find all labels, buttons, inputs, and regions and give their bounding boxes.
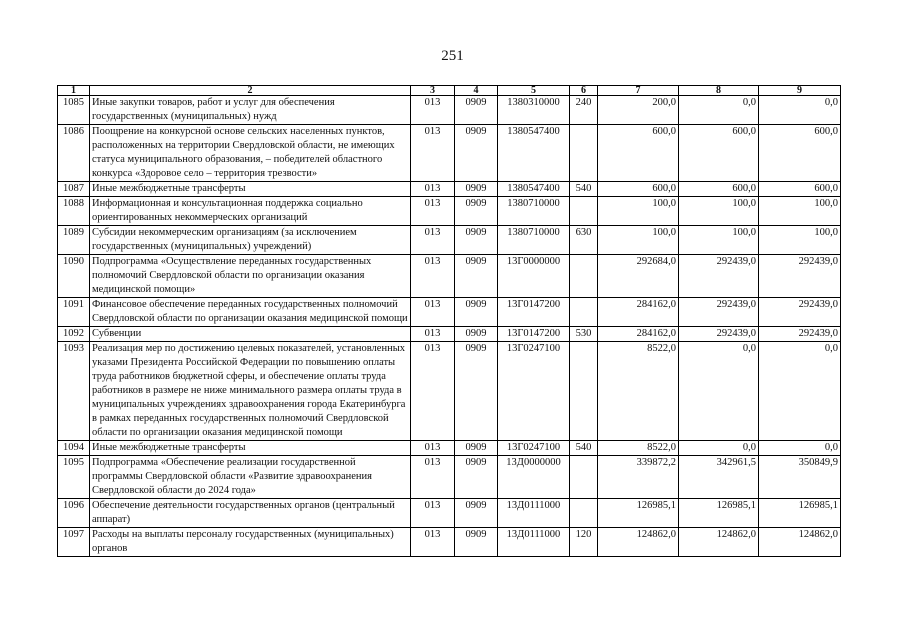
- amount-col7: 8522,0: [598, 342, 679, 441]
- row-name: Поощрение на конкурсной основе сельских населенных пунктов, расположенных на территории Свердловской области, не имеющих статуса муниципального образования, – победителей областного конкурса «Здоровое село – территория трезвости»: [90, 125, 411, 182]
- target-article-code: 1380310000: [498, 96, 570, 125]
- amount-col7: 100,0: [598, 226, 679, 255]
- row-number: 1097: [58, 528, 90, 557]
- row-name: Иные межбюджетные трансферты: [90, 441, 411, 456]
- expense-type-code: 240: [570, 96, 598, 125]
- amount-col7: 124862,0: [598, 528, 679, 557]
- expense-type-code: 120: [570, 528, 598, 557]
- expense-type-code: 530: [570, 327, 598, 342]
- col-header: 9: [759, 86, 841, 96]
- row-number: 1096: [58, 499, 90, 528]
- section-code: 0909: [455, 125, 498, 182]
- amount-col7: 100,0: [598, 197, 679, 226]
- row-name: Реализация мер по достижению целевых показателей, установленных указами Президента Российской Федерации по повышению оплаты труда работников бюджетной сферы, и обеспечение оплаты труда работников в размере не ниже минимального размера оплаты труда в муниципальных учреждениях здравоохранения города Екатеринбурга в рамках переданных государственных полномочий Свердловской области по организации оказания медицинской помощи: [90, 342, 411, 441]
- section-code: 0909: [455, 182, 498, 197]
- row-number: 1085: [58, 96, 90, 125]
- col-header: 3: [411, 86, 455, 96]
- row-name: Обеспечение деятельности государственных органов (центральный аппарат): [90, 499, 411, 528]
- row-number: 1092: [58, 327, 90, 342]
- amount-col8: 292439,0: [679, 298, 759, 327]
- col-header: 1: [58, 86, 90, 96]
- ministry-code: 013: [411, 441, 455, 456]
- expense-type-code: [570, 342, 598, 441]
- section-code: 0909: [455, 342, 498, 441]
- section-code: 0909: [455, 226, 498, 255]
- amount-col7: 200,0: [598, 96, 679, 125]
- row-name: Расходы на выплаты персоналу государственных (муниципальных) органов: [90, 528, 411, 557]
- amount-col9: 0,0: [759, 342, 841, 441]
- ministry-code: 013: [411, 342, 455, 441]
- amount-col8: 124862,0: [679, 528, 759, 557]
- amount-col9: 124862,0: [759, 528, 841, 557]
- row-name: Подпрограмма «Обеспечение реализации государственной программы Свердловской области «Развитие здравоохранения Свердловской области до 2024 года»: [90, 456, 411, 499]
- amount-col7: 284162,0: [598, 298, 679, 327]
- amount-col8: 100,0: [679, 226, 759, 255]
- amount-col9: 0,0: [759, 441, 841, 456]
- row-name: Субсидии некоммерческим организациям (за исключением государственных (муниципальных) учреждений): [90, 226, 411, 255]
- expense-type-code: [570, 125, 598, 182]
- target-article-code: 1380547400: [498, 182, 570, 197]
- ministry-code: 013: [411, 96, 455, 125]
- target-article-code: 1380547400: [498, 125, 570, 182]
- target-article-code: 13Д0111000: [498, 528, 570, 557]
- target-article-code: 13Д0000000: [498, 456, 570, 499]
- ministry-code: 013: [411, 528, 455, 557]
- table-row: [58, 441, 841, 456]
- table-row: [58, 528, 841, 557]
- amount-col8: 0,0: [679, 342, 759, 441]
- amount-col8: 600,0: [679, 125, 759, 182]
- ministry-code: 013: [411, 125, 455, 182]
- expense-type-code: 630: [570, 226, 598, 255]
- row-number: 1094: [58, 441, 90, 456]
- table-header-row: [58, 86, 841, 96]
- amount-col9: 600,0: [759, 182, 841, 197]
- row-name: Иные закупки товаров, работ и услуг для обеспечения государственных (муниципальных) нужд: [90, 96, 411, 125]
- amount-col7: 339872,2: [598, 456, 679, 499]
- table-row: [58, 327, 841, 342]
- amount-col8: 292439,0: [679, 255, 759, 298]
- amount-col7: 600,0: [598, 182, 679, 197]
- target-article-code: 13Г0147200: [498, 327, 570, 342]
- ministry-code: 013: [411, 298, 455, 327]
- expense-type-code: [570, 499, 598, 528]
- col-header: 7: [598, 86, 679, 96]
- row-name: Информационная и консультационная поддержка социально ориентированных некоммерческих организаций: [90, 197, 411, 226]
- ministry-code: 013: [411, 327, 455, 342]
- row-number: 1091: [58, 298, 90, 327]
- target-article-code: 1380710000: [498, 226, 570, 255]
- section-code: 0909: [455, 197, 498, 226]
- amount-col9: 126985,1: [759, 499, 841, 528]
- section-code: 0909: [455, 499, 498, 528]
- col-header: 8: [679, 86, 759, 96]
- amount-col7: 126985,1: [598, 499, 679, 528]
- table-row: [58, 342, 841, 441]
- section-code: 0909: [455, 96, 498, 125]
- target-article-code: 13Г0000000: [498, 255, 570, 298]
- amount-col9: 0,0: [759, 96, 841, 125]
- row-number: 1086: [58, 125, 90, 182]
- row-name: Субвенции: [90, 327, 411, 342]
- target-article-code: 1380710000: [498, 197, 570, 226]
- row-number: 1088: [58, 197, 90, 226]
- target-article-code: 13Г0247100: [498, 441, 570, 456]
- amount-col7: 284162,0: [598, 327, 679, 342]
- amount-col8: 600,0: [679, 182, 759, 197]
- table-row: [58, 298, 841, 327]
- expense-type-code: [570, 197, 598, 226]
- row-number: 1093: [58, 342, 90, 441]
- col-header: 2: [90, 86, 411, 96]
- table-row: [58, 197, 841, 226]
- row-name: Подпрограмма «Осуществление переданных государственных полномочий Свердловской области по организации оказания медицинской помощи»: [90, 255, 411, 298]
- target-article-code: 13Г0247100: [498, 342, 570, 441]
- amount-col7: 600,0: [598, 125, 679, 182]
- amount-col8: 100,0: [679, 197, 759, 226]
- table-row: [58, 96, 841, 125]
- section-code: 0909: [455, 528, 498, 557]
- target-article-code: 13Г0147200: [498, 298, 570, 327]
- row-number: 1089: [58, 226, 90, 255]
- expense-type-code: [570, 255, 598, 298]
- ministry-code: 013: [411, 197, 455, 226]
- section-code: 0909: [455, 255, 498, 298]
- amount-col9: 292439,0: [759, 327, 841, 342]
- table-row: [58, 499, 841, 528]
- col-header: 4: [455, 86, 498, 96]
- ministry-code: 013: [411, 226, 455, 255]
- table-row: [58, 456, 841, 499]
- row-number: 1095: [58, 456, 90, 499]
- expense-type-code: [570, 456, 598, 499]
- ministry-code: 013: [411, 499, 455, 528]
- budget-table: [57, 85, 841, 557]
- expense-type-code: 540: [570, 182, 598, 197]
- amount-col8: 342961,5: [679, 456, 759, 499]
- amount-col9: 292439,0: [759, 298, 841, 327]
- table-row: [58, 255, 841, 298]
- amount-col9: 600,0: [759, 125, 841, 182]
- amount-col8: 126985,1: [679, 499, 759, 528]
- row-name: Финансовое обеспечение переданных государственных полномочий Свердловской области по организации оказания медицинской помощи: [90, 298, 411, 327]
- amount-col8: 0,0: [679, 96, 759, 125]
- expense-type-code: [570, 298, 598, 327]
- col-header: 6: [570, 86, 598, 96]
- ministry-code: 013: [411, 182, 455, 197]
- section-code: 0909: [455, 441, 498, 456]
- amount-col7: 8522,0: [598, 441, 679, 456]
- table-row: [58, 226, 841, 255]
- col-header: 5: [498, 86, 570, 96]
- amount-col8: 292439,0: [679, 327, 759, 342]
- row-number: 1087: [58, 182, 90, 197]
- amount-col9: 100,0: [759, 226, 841, 255]
- amount-col9: 292439,0: [759, 255, 841, 298]
- amount-col7: 292684,0: [598, 255, 679, 298]
- table-row: [58, 125, 841, 182]
- row-number: 1090: [58, 255, 90, 298]
- ministry-code: 013: [411, 255, 455, 298]
- amount-col9: 350849,9: [759, 456, 841, 499]
- section-code: 0909: [455, 456, 498, 499]
- section-code: 0909: [455, 298, 498, 327]
- amount-col9: 100,0: [759, 197, 841, 226]
- row-name: Иные межбюджетные трансферты: [90, 182, 411, 197]
- target-article-code: 13Д0111000: [498, 499, 570, 528]
- section-code: 0909: [455, 327, 498, 342]
- amount-col8: 0,0: [679, 441, 759, 456]
- table-row: [58, 182, 841, 197]
- expense-type-code: 540: [570, 441, 598, 456]
- page-number: 251: [441, 48, 464, 64]
- ministry-code: 013: [411, 456, 455, 499]
